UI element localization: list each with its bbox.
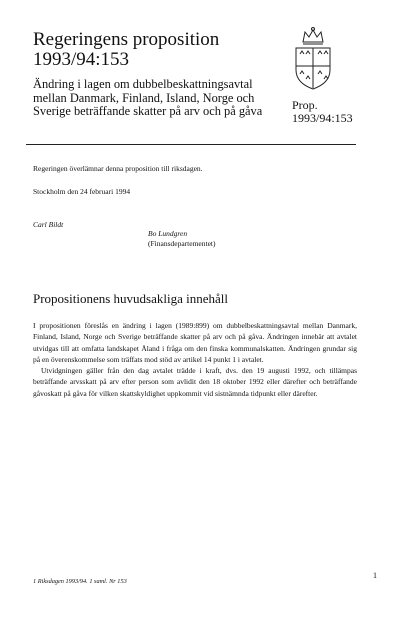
signature-secondary: Bo Lundgren	[148, 229, 188, 238]
document-title	[33, 30, 219, 70]
summary-paragraph-1: I propositionen föreslås en ändring i lagen (1989:899) om dubbelbeskattningsavtal mellan Danmark, Finland, Island, Norge och Sverige beträffande skatter på arv och på gåva. Ändringen innebär att avtalet utvidgas till att omfatta landskapet Åland i fråga om den finska kommunalskatten. Ändringen grundar sig på en överenskommelse som träffats mod stöd av artikel 14 punkt 1 i avtalet.	[33, 321, 357, 364]
prop-number: 1993/94:153	[292, 111, 353, 125]
subtitle-line-2: mellan Danmark, Finland, Island, Norge och	[33, 90, 255, 105]
proposition-number-label	[292, 99, 353, 125]
summary-heading: Propositionens huvudsakliga innehåll	[33, 291, 228, 306]
swedish-coat-of-arms-icon	[290, 26, 336, 92]
submission-text: Regeringen överlämnar denna proposition till riksdagen.	[33, 164, 203, 173]
title-line-2: 1993/94:153	[33, 49, 130, 70]
footnote: 1 Riksdagen 1993/94. 1 saml. Nr 153	[33, 578, 127, 585]
signature-primary: Carl Bildt	[33, 220, 64, 229]
header-divider	[26, 144, 356, 145]
title-line-1: Regeringens proposition	[33, 29, 220, 50]
signature-department: (Finansdepartementet)	[148, 239, 216, 248]
summary-body	[33, 320, 357, 399]
page-number: 1	[373, 571, 377, 580]
prop-label: Prop.	[292, 98, 318, 112]
subtitle-line-3: Sverige beträffande skatter på arv och på gåva	[33, 104, 263, 118]
subtitle-line-1: Ändring i lagen om dubbelbeskattningsavtal	[33, 77, 253, 91]
summary-paragraph-2: Utvidgningen gäller från den dag avtalet trädde i kraft, dvs. den 19 augusti 1992, och tillämpas beträffande arvsskatt på arv efter person som avlidit den 18 oktober 1992 eller därefter och beträffande gåvoskatt på gåva för vilken skattskyldighet uppkommit vid sistnämnda tidpunkt eller därefter.	[33, 366, 357, 398]
place-and-date: Stockholm den 24 februari 1994	[33, 187, 131, 196]
document-subtitle	[33, 78, 288, 119]
